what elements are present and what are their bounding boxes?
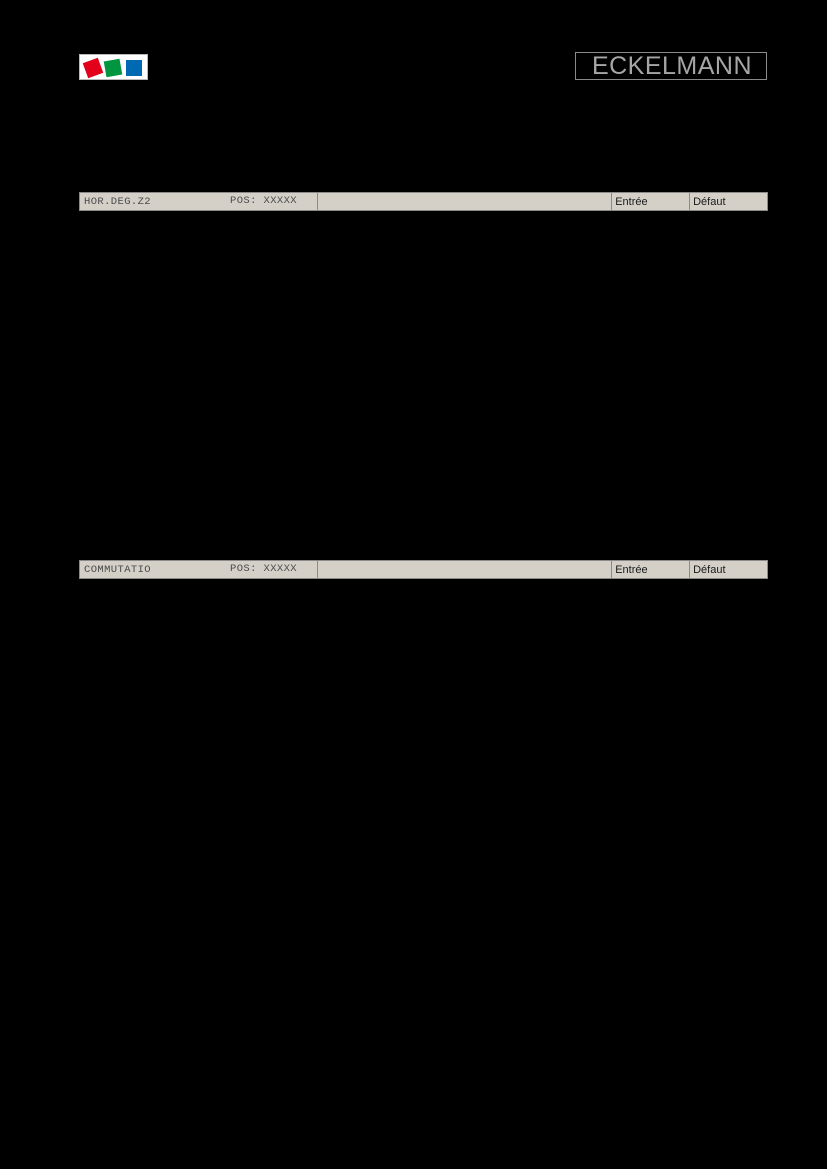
table-input-header-1: Entrée <box>611 193 689 210</box>
parameter-table-header-2 <box>79 560 768 579</box>
logo-green-square-icon <box>104 59 123 78</box>
table-input-header-2: Entrée <box>611 561 689 578</box>
table-row <box>80 193 317 210</box>
table-default-header-1: Défaut <box>689 193 767 210</box>
table-blank-cell-1 <box>317 193 612 210</box>
table-blank-cell-2 <box>317 561 612 578</box>
logo-blue-square-icon <box>126 60 142 76</box>
eckelmann-logo <box>79 54 148 80</box>
table-row <box>80 561 317 578</box>
table-position-1: POS: XXXXX <box>230 195 298 207</box>
brand-wordmark: ECKELMANN <box>591 52 753 80</box>
parameter-table-header-1 <box>79 192 768 211</box>
table-default-header-2: Défaut <box>689 561 767 578</box>
table-position-2: POS: XXXXX <box>230 563 298 575</box>
table-title-1: HOR.DEG.Z2 <box>84 195 152 208</box>
logo-red-square-icon <box>83 58 104 79</box>
table-title-2: COMMUTATIO <box>84 563 152 576</box>
brand-wordmark-box <box>575 52 767 80</box>
